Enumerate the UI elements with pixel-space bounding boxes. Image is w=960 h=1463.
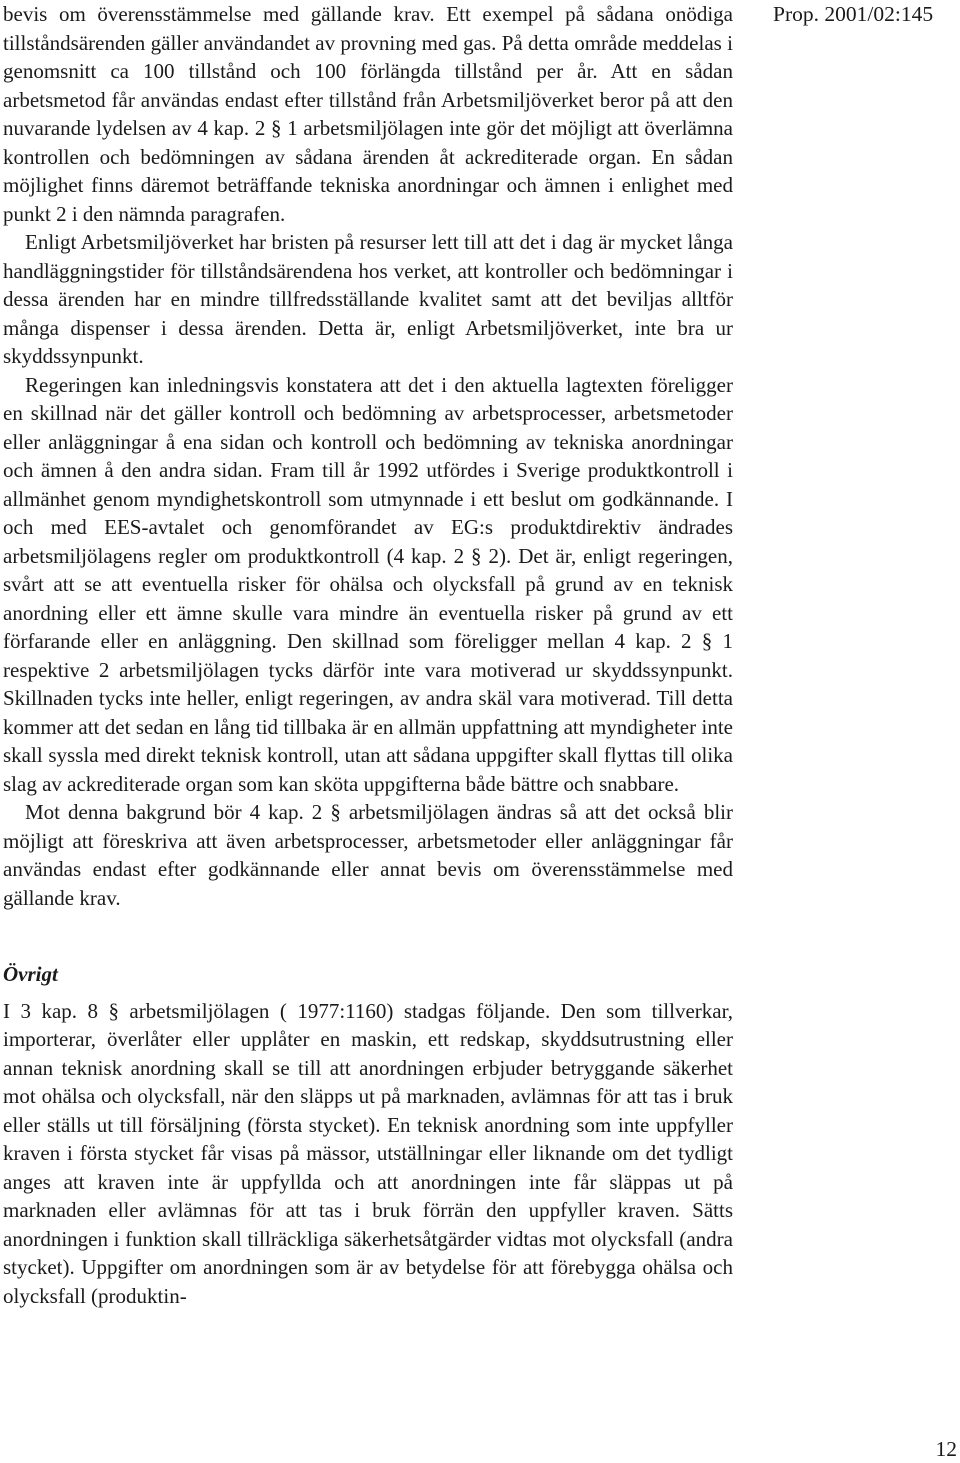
paragraph-ovrigt: I 3 kap. 8 § arbetsmiljölagen ( 1977:1160) stadgas följande. Den som tillverkar, importerar, överlåter eller upplåter en maskin, ett redskap, skyddsutrustning eller annan teknisk anordning skall se till att anordningen erbjuder betryggande säkerhet mot ohälsa och olycksfall, när den släpps ut på marknaden, avlämnas för att tas i bruk eller ställs ut till försäljning (första stycket). En teknisk anordning som inte uppfyller kraven i första stycket får visas på mässor, utställningar eller liknande om det tydligt anges att kraven inte är uppfyllda och att anordningen inte får släppas ut på marknaden eller avlämnas för att tas i bruk förrän den uppfyller kraven. Sätts anordningen i funktion skall tillräckliga säkerhetsåtgärder vidtas mot olycksfall (andra stycket). Uppgifter om anordningen som är av betydelse för att förebygga ohälsa och olycksfall (produktin- [3, 998, 733, 1308]
paragraph-arbetsmiljoverket: Enligt Arbetsmiljöverket har bristen på resurser lett till att det i dag är mycket långa handläggningstider för tillståndsärendena hos verket, att kontroller och bedömningar i dessa ärenden har en mindre tillfredsställande kvalitet samt att det beviljas alltför många dispenser i dessa ärenden. Detta är, enligt Arbetsmiljöverket, inte bra ur skyddssynpunkt. [3, 230, 733, 368]
paragraph-continuation: bevis om överensstämmelse med gällande krav. Ett exempel på sådana onödiga tillståndsärenden gäller användandet av provning med gas. På detta område meddelas i genomsnitt ca 100 tillstånd och 100 förlängda tillstånd per år. Att en sådan arbetsmetod får användas endast efter tillstånd från Arbetsmiljöverket beror på att den nuvarande lydelsen av 4 kap. 2 § 1 arbetsmiljölagen inte gör det möjligt att överlämna kontrollen och bedömningen av sådana ärenden åt ackrediterade organ. En sådan möjlighet finns däremot beträffande tekniska anordningar och ämnen i enlighet med punkt 2 i den nämnda paragrafen. [3, 2, 733, 226]
main-text-column [3, 0, 733, 1310]
document-reference: Prop. 2001/02:145 [773, 2, 934, 26]
paragraph-regeringen: Regeringen kan inledningsvis konstatera att det i den aktuella lagtexten föreligger en skillnad när det gäller kontroll och bedömning av arbetsprocesser, arbetsmetoder eller anläggningar å ena sidan och kontroll och bedömning av tekniska anordningar och ämnen å den andra sidan. Fram till år 1992 utfördes i Sverige produktkontroll i allmänhet genom myndighetskontroll som utmynnade i ett beslut om godkännande. I och med EES-avtalet och genomförandet av EG:s produktdirektiv ändrades arbetsmiljölagens regler om produktkontroll (4 kap. 2 § 2). Det är, enligt regeringen, svårt att se att eventuella risker för ohälsa och olycksfall på grund av en teknisk anordning eller ett ämne skulle vara mindre än eventuella risker på grund av ett förfarande eller en anläggning. Den skillnad som föreligger mellan 4 kap. 2 § 1 respektive 2 arbetsmiljölagen tycks därför inte vara motiverad ur skyddssynpunkt. Skillnaden tycks inte heller, enligt regeringen, av andra skäl vara motiverad. Till detta kommer att det sedan en lång tid tillbaka är en allmän uppfattning att myndigheter inte skall syssla med direkt teknisk kontroll, utan att sådana uppgifter skall flyttas till olika slag av ackrediterade organ som kan sköta uppgifterna både bättre och snabbare. [3, 372, 733, 796]
section-heading-ovrigt: Övrigt [3, 962, 58, 986]
paragraph-mot-denna-bakgrund: Mot denna bakgrund bör 4 kap. 2 § arbetsmiljölagen ändras så att det också blir möjligt att föreskriva att även arbetsprocesser, arbetsmetoder eller anläggningar får användas endast efter godkännande eller annat bevis om överensstämmelse med gällande krav. [3, 800, 733, 910]
page-number: 12 [935, 1437, 957, 1461]
